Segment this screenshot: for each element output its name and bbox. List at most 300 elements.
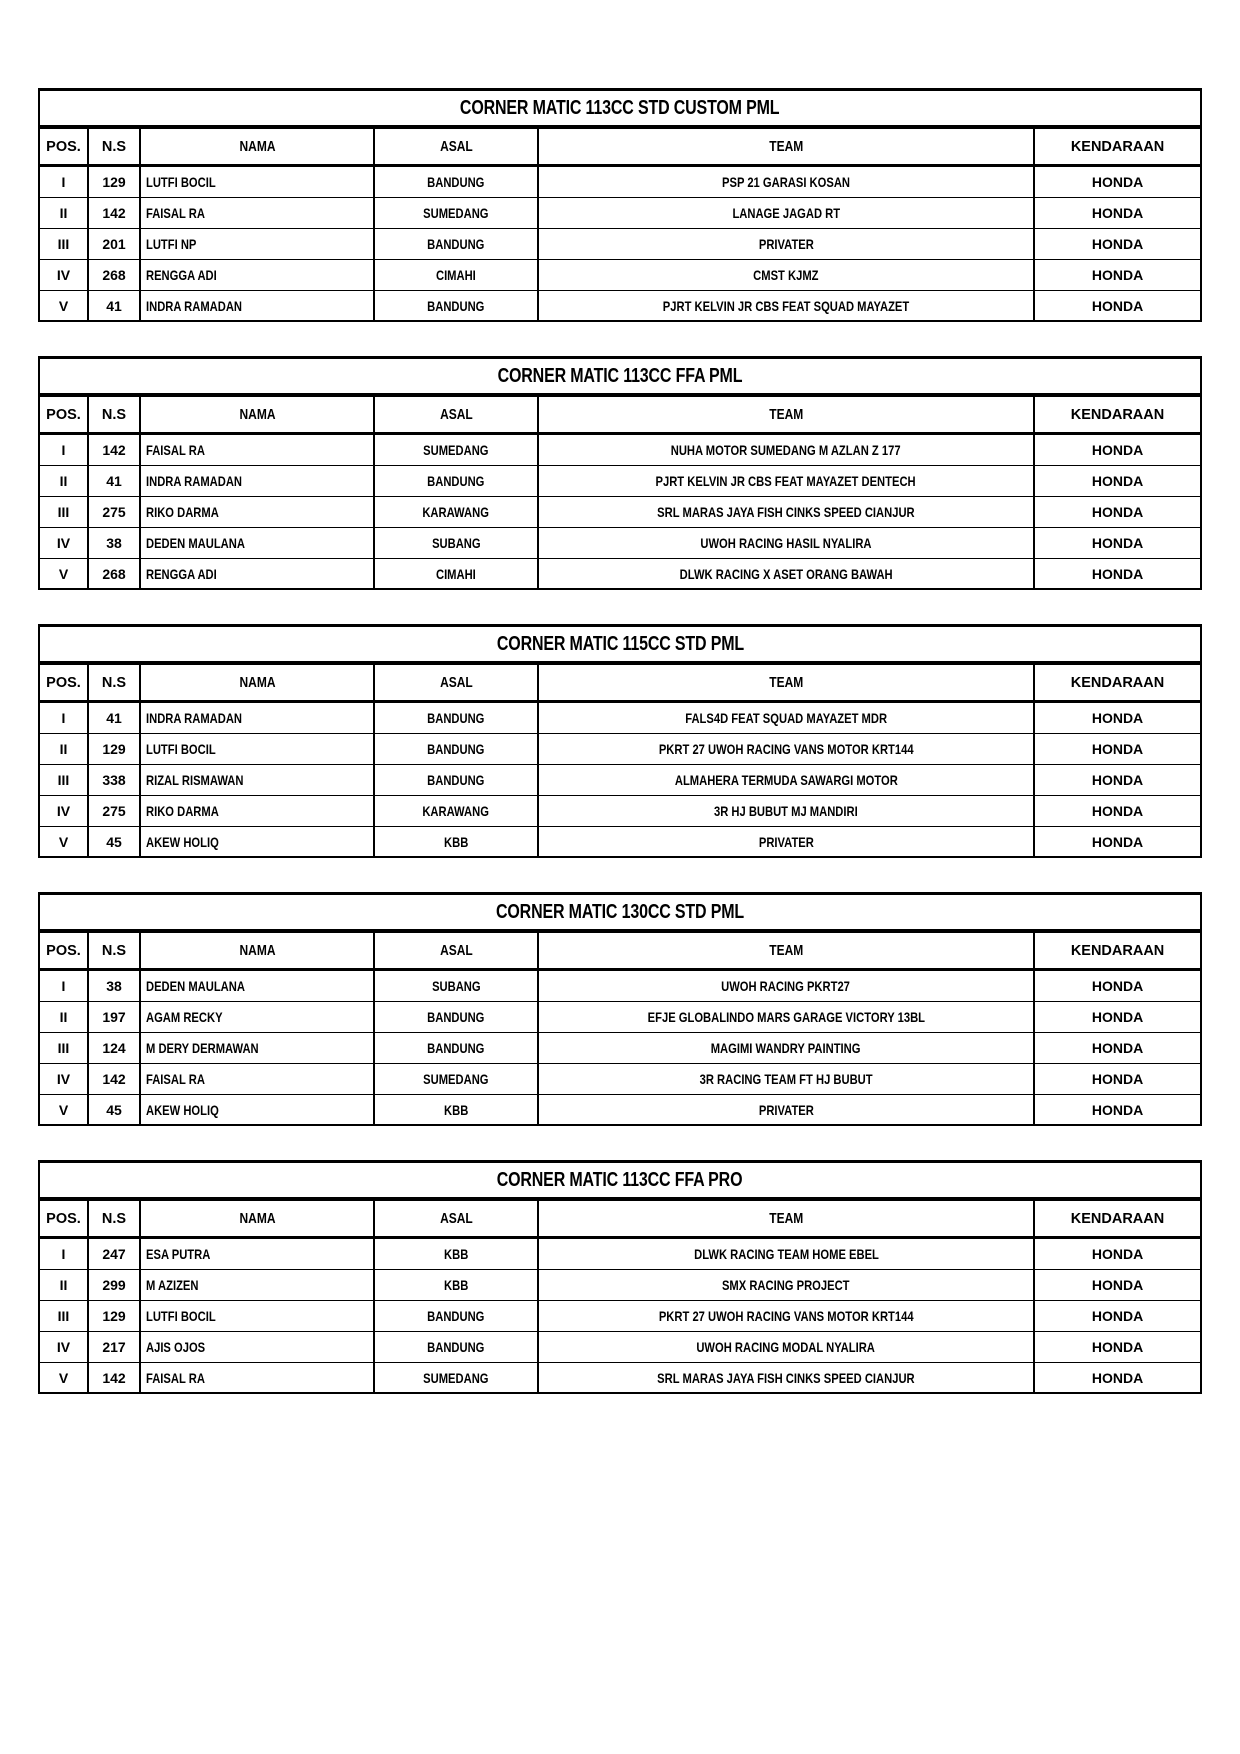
cell-ns: 41 [88,703,140,734]
table-header-row [38,662,1202,703]
cell-ns: 41 [88,291,140,322]
cell-nama-text: M AZIZEN [146,1277,199,1293]
table-row [38,497,1202,528]
cell-ns: 217 [88,1332,140,1363]
cell-asal-text: KBB [443,1101,469,1118]
cell-nama-text: RIKO DARMA [146,504,219,520]
table-title-text: CORNER MATIC 113CC FFA PRO [497,1168,743,1191]
column-header-team-text: TEAM [769,138,803,155]
cell-nama-text: AGAM RECKY [146,1009,223,1025]
cell-kendaraan: HONDA [1034,198,1202,229]
cell-nama [140,291,374,322]
table-row [38,260,1202,291]
cell-nama-text: RENGGA ADI [146,267,217,283]
cell-nama [140,559,374,590]
table-row [38,528,1202,559]
cell-team [538,291,1034,322]
cell-team [538,1332,1034,1363]
cell-asal-text: SUMEDANG [423,205,489,221]
cell-nama-text: INDRA RAMADAN [146,473,243,489]
column-header-ns: N.S [88,662,140,703]
table-title [38,1160,1202,1198]
table-title-row [38,624,1202,662]
cell-ns: 142 [88,198,140,229]
cell-team [538,734,1034,765]
column-header-team [538,394,1034,435]
cell-kendaraan: HONDA [1034,1239,1202,1270]
cell-nama-text: INDRA RAMADAN [146,297,243,314]
table-row [38,734,1202,765]
cell-nama [140,1239,374,1270]
table-row [38,703,1202,734]
cell-team [538,1363,1034,1394]
cell-asal-text: CIMAHI [436,565,476,582]
column-header-pos: POS. [38,1198,88,1239]
cell-team [538,1002,1034,1033]
cell-asal-text: SUBANG [431,978,481,994]
cell-nama-text: DEDEN MAULANA [146,535,245,551]
column-header-pos: POS. [38,126,88,167]
table-row [38,435,1202,466]
cell-nama [140,734,374,765]
cell-team [538,198,1034,229]
table-row [38,1363,1202,1394]
cell-team-text: DLWK RACING TEAM HOME EBEL [693,1246,879,1262]
table-row [38,1095,1202,1126]
cell-asal-text: SUMEDANG [423,1071,489,1087]
cell-pos: V [38,291,88,322]
cell-team-text: 3R HJ BUBUT MJ MANDIRI [714,803,858,819]
cell-kendaraan: HONDA [1034,796,1202,827]
cell-kendaraan: HONDA [1034,528,1202,559]
column-header-ns: N.S [88,394,140,435]
cell-ns: 45 [88,1095,140,1126]
table-row [38,765,1202,796]
cell-nama-text: FAISAL RA [146,1369,205,1386]
column-header-asal-text: ASAL [439,1210,473,1227]
cell-pos: I [38,1239,88,1270]
column-header-kendaraan: KENDARAAN [1034,930,1202,971]
cell-kendaraan: HONDA [1034,734,1202,765]
column-header-asal-text: ASAL [439,942,473,959]
cell-nama-text: RIZAL RISMAWAN [146,772,244,788]
cell-asal [374,198,538,229]
cell-asal [374,971,538,1002]
cell-asal-text: KBB [443,833,469,850]
column-header-team [538,930,1034,971]
cell-team [538,260,1034,291]
cell-nama [140,1033,374,1064]
cell-nama [140,1064,374,1095]
cell-nama [140,703,374,734]
cell-kendaraan: HONDA [1034,1270,1202,1301]
cell-team-text: 3R RACING TEAM FT HJ BUBUT [699,1071,873,1087]
cell-pos: II [38,198,88,229]
cell-nama [140,497,374,528]
cell-nama [140,765,374,796]
column-header-team-text: TEAM [769,942,803,959]
cell-asal-text: BANDUNG [427,1339,485,1355]
cell-nama-text: FAISAL RA [146,442,205,458]
cell-team-text: UWOH RACING PKRT27 [721,978,851,994]
table-row [38,559,1202,590]
cell-nama [140,971,374,1002]
cell-asal [374,497,538,528]
cell-nama [140,260,374,291]
table-title-text: CORNER MATIC 130CC STD PML [496,900,745,923]
cell-asal [374,1239,538,1270]
cell-team-text: CMST KJMZ [753,267,819,283]
cell-kendaraan: HONDA [1034,466,1202,497]
results-table [38,624,1202,858]
cell-team [538,167,1034,198]
table-row [38,1301,1202,1332]
cell-nama-text: INDRA RAMADAN [146,710,243,726]
cell-nama [140,1270,374,1301]
cell-kendaraan: HONDA [1034,703,1202,734]
cell-ns: 338 [88,765,140,796]
cell-kendaraan: HONDA [1034,260,1202,291]
cell-team-text: ALMAHERA TERMUDA SAWARGI MOTOR [674,772,898,788]
cell-asal [374,466,538,497]
column-header-kendaraan: KENDARAAN [1034,126,1202,167]
cell-nama [140,528,374,559]
cell-team [538,229,1034,260]
cell-ns: 45 [88,827,140,858]
results-table [38,892,1202,1126]
cell-pos: IV [38,1064,88,1095]
cell-kendaraan: HONDA [1034,1002,1202,1033]
cell-kendaraan: HONDA [1034,229,1202,260]
table-row [38,796,1202,827]
cell-pos: IV [38,1332,88,1363]
cell-nama-text: LUTFI BOCIL [146,741,216,757]
cell-team-text: UWOH RACING MODAL NYALIRA [696,1339,876,1355]
cell-asal [374,260,538,291]
cell-asal [374,734,538,765]
cell-nama [140,466,374,497]
cell-pos: V [38,1095,88,1126]
column-header-nama [140,126,374,167]
table-header-row [38,126,1202,167]
table-row [38,827,1202,858]
cell-asal [374,1363,538,1394]
results-table [38,356,1202,590]
cell-team-text: SRL MARAS JAYA FISH CINKS SPEED CIANJUR [657,1369,915,1386]
cell-asal [374,528,538,559]
cell-asal [374,435,538,466]
cell-kendaraan: HONDA [1034,765,1202,796]
cell-ns: 38 [88,971,140,1002]
cell-ns: 129 [88,734,140,765]
cell-kendaraan: HONDA [1034,291,1202,322]
column-header-kendaraan: KENDARAAN [1034,1198,1202,1239]
cell-pos: IV [38,796,88,827]
cell-team [538,796,1034,827]
column-header-kendaraan: KENDARAAN [1034,394,1202,435]
column-header-pos: POS. [38,662,88,703]
cell-ns: 41 [88,466,140,497]
column-header-asal [374,394,538,435]
cell-team [538,435,1034,466]
cell-pos: I [38,435,88,466]
cell-nama-text: AKEW HOLIQ [146,1101,219,1118]
cell-ns: 142 [88,1363,140,1394]
cell-nama-text: ESA PUTRA [146,1246,211,1262]
cell-kendaraan: HONDA [1034,1301,1202,1332]
cell-nama [140,796,374,827]
cell-ns: 129 [88,1301,140,1332]
cell-team-text: UWOH RACING HASIL NYALIRA [700,535,872,551]
column-header-nama [140,662,374,703]
cell-kendaraan: HONDA [1034,1095,1202,1126]
cell-nama-text: FAISAL RA [146,1071,205,1087]
cell-asal [374,796,538,827]
column-header-nama [140,930,374,971]
column-header-pos: POS. [38,394,88,435]
cell-asal-text: SUMEDANG [423,1369,489,1386]
cell-team [538,497,1034,528]
cell-asal-text: BANDUNG [427,236,485,252]
cell-team-text: EFJE GLOBALINDO MARS GARAGE VICTORY 13BL [647,1009,925,1025]
cell-kendaraan: HONDA [1034,435,1202,466]
cell-ns: 142 [88,1064,140,1095]
cell-team [538,1239,1034,1270]
cell-team-text: PJRT KELVIN JR CBS FEAT SQUAD MAYAZET [662,297,910,314]
cell-pos: V [38,559,88,590]
column-header-nama [140,394,374,435]
cell-team [538,1064,1034,1095]
cell-team-text: PRIVATER [758,833,814,850]
cell-asal-text: SUMEDANG [423,442,489,458]
cell-pos: III [38,229,88,260]
cell-pos: IV [38,260,88,291]
cell-team-text: MAGIMI WANDRY PAINTING [711,1040,861,1056]
cell-team [538,827,1034,858]
cell-nama [140,229,374,260]
cell-ns: 268 [88,559,140,590]
cell-team [538,1095,1034,1126]
cell-nama-text: DEDEN MAULANA [146,978,245,994]
cell-nama-text: LUTFI BOCIL [146,174,216,190]
table-row [38,291,1202,322]
cell-team [538,703,1034,734]
table-title [38,892,1202,930]
cell-pos: III [38,765,88,796]
cell-nama [140,198,374,229]
column-header-asal-text: ASAL [439,138,473,155]
cell-asal-text: BANDUNG [427,1308,485,1324]
cell-ns: 197 [88,1002,140,1033]
cell-pos: IV [38,528,88,559]
cell-kendaraan: HONDA [1034,1332,1202,1363]
table-row [38,1332,1202,1363]
table-header-row [38,394,1202,435]
cell-asal-text: KBB [443,1246,469,1262]
cell-pos: III [38,1033,88,1064]
cell-asal-text: BANDUNG [427,1009,485,1025]
cell-pos: II [38,466,88,497]
cell-nama-text: AJIS OJOS [146,1339,206,1355]
cell-pos: II [38,1270,88,1301]
table-row [38,229,1202,260]
cell-team [538,765,1034,796]
cell-ns: 142 [88,435,140,466]
column-header-team-text: TEAM [769,406,803,423]
cell-ns: 129 [88,167,140,198]
cell-kendaraan: HONDA [1034,827,1202,858]
table-title-text: CORNER MATIC 115CC STD PML [496,632,744,655]
cell-asal [374,765,538,796]
column-header-asal [374,930,538,971]
cell-pos: I [38,703,88,734]
cell-team-text: PRIVATER [758,1101,814,1118]
cell-asal [374,1064,538,1095]
cell-asal-text: KBB [443,1277,469,1293]
column-header-team-text: TEAM [769,674,803,691]
column-header-ns: N.S [88,1198,140,1239]
cell-ns: 275 [88,497,140,528]
cell-ns: 299 [88,1270,140,1301]
cell-nama [140,827,374,858]
table-row [38,1033,1202,1064]
cell-nama-text: RENGGA ADI [146,565,217,582]
column-header-team [538,662,1034,703]
table-title-row [38,88,1202,126]
table-row [38,1239,1202,1270]
cell-asal [374,1002,538,1033]
cell-nama-text: RIKO DARMA [146,803,219,819]
cell-team [538,1033,1034,1064]
column-header-asal [374,662,538,703]
cell-asal-text: BANDUNG [427,473,485,489]
cell-nama [140,1332,374,1363]
cell-asal [374,229,538,260]
cell-nama-text: AKEW HOLIQ [146,833,219,850]
cell-team [538,466,1034,497]
cell-kendaraan: HONDA [1034,971,1202,1002]
cell-nama [140,435,374,466]
table-title [38,624,1202,662]
table-header-row [38,930,1202,971]
column-header-team [538,126,1034,167]
cell-team-text: FALS4D FEAT SQUAD MAYAZET MDR [685,710,887,726]
cell-pos: II [38,734,88,765]
cell-asal-text: KARAWANG [422,504,490,520]
cell-ns: 124 [88,1033,140,1064]
cell-pos: II [38,1002,88,1033]
cell-ns: 247 [88,1239,140,1270]
cell-asal [374,291,538,322]
cell-asal [374,1301,538,1332]
cell-team-text: PKRT 27 UWOH RACING VANS MOTOR KRT144 [658,741,914,757]
column-header-asal-text: ASAL [439,406,473,423]
results-table [38,1160,1202,1394]
column-header-nama-text: NAMA [239,942,275,959]
cell-ns: 268 [88,260,140,291]
cell-nama [140,1301,374,1332]
cell-team [538,971,1034,1002]
cell-kendaraan: HONDA [1034,559,1202,590]
cell-pos: I [38,971,88,1002]
cell-team-text: SMX RACING PROJECT [722,1277,850,1293]
cell-asal-text: BANDUNG [427,710,485,726]
column-header-asal [374,1198,538,1239]
cell-kendaraan: HONDA [1034,1363,1202,1394]
cell-asal-text: KARAWANG [422,803,490,819]
cell-team [538,1301,1034,1332]
cell-asal [374,1270,538,1301]
cell-asal-text: BANDUNG [427,741,485,757]
cell-pos: III [38,497,88,528]
cell-pos: I [38,167,88,198]
table-row [38,1002,1202,1033]
column-header-asal-text: ASAL [439,674,473,691]
cell-pos: V [38,827,88,858]
table-row [38,466,1202,497]
results-table [38,88,1202,322]
cell-asal [374,827,538,858]
cell-team-text: PSP 21 GARASI KOSAN [721,174,850,190]
column-header-nama-text: NAMA [239,674,275,691]
table-title-text: CORNER MATIC 113CC FFA PML [497,364,743,387]
cell-asal-text: BANDUNG [427,174,485,190]
cell-asal [374,559,538,590]
cell-asal [374,1095,538,1126]
cell-nama-text: LUTFI BOCIL [146,1308,216,1324]
table-row [38,971,1202,1002]
table-header-row [38,1198,1202,1239]
table-row [38,1270,1202,1301]
table-row [38,167,1202,198]
cell-kendaraan: HONDA [1034,1033,1202,1064]
column-header-team [538,1198,1034,1239]
cell-nama-text: M DERY DERMAWAN [146,1040,259,1056]
cell-team-text: LANAGE JAGAD RT [732,205,840,221]
cell-team [538,559,1034,590]
table-row [38,1064,1202,1095]
column-header-nama-text: NAMA [239,406,275,423]
cell-asal [374,703,538,734]
cell-ns: 201 [88,229,140,260]
column-header-nama-text: NAMA [239,138,275,155]
column-header-ns: N.S [88,126,140,167]
table-title-row [38,1160,1202,1198]
column-header-team-text: TEAM [769,1210,803,1227]
cell-kendaraan: HONDA [1034,497,1202,528]
cell-asal [374,1033,538,1064]
cell-nama [140,1095,374,1126]
cell-asal-text: BANDUNG [427,772,485,788]
cell-ns: 275 [88,796,140,827]
cell-pos: V [38,1363,88,1394]
cell-team-text: PJRT KELVIN JR CBS FEAT MAYAZET DENTECH [655,473,917,489]
cell-nama [140,167,374,198]
column-header-asal [374,126,538,167]
cell-nama-text: LUTFI NP [146,236,197,252]
cell-kendaraan: HONDA [1034,1064,1202,1095]
cell-team-text: PKRT 27 UWOH RACING VANS MOTOR KRT144 [658,1308,914,1324]
cell-asal-text: BANDUNG [427,1040,485,1056]
cell-asal-text: CIMAHI [436,267,476,283]
cell-team-text: PRIVATER [758,236,814,252]
table-row [38,198,1202,229]
table-title-row [38,892,1202,930]
cell-nama-text: FAISAL RA [146,205,205,221]
column-header-nama-text: NAMA [239,1210,275,1227]
cell-asal-text: BANDUNG [427,297,485,314]
table-title [38,88,1202,126]
